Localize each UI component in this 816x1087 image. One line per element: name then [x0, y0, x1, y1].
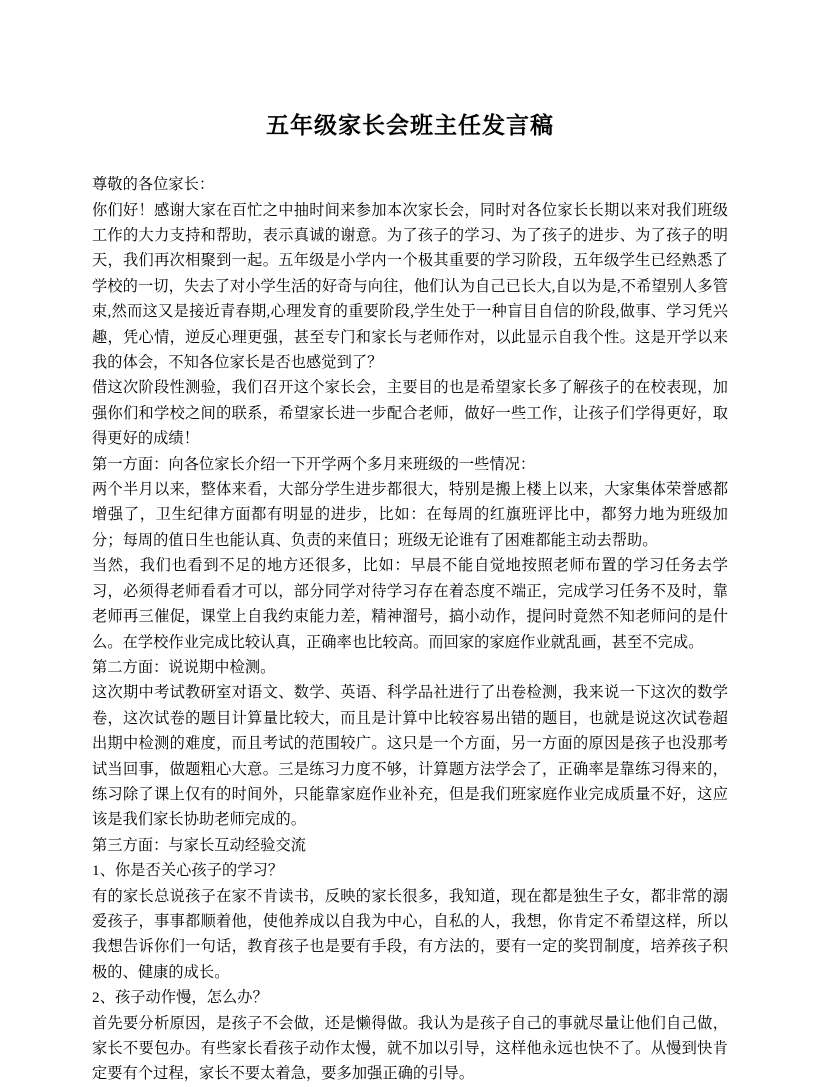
paragraph: 这次期中考试教研室对语文、数学、英语、科学品社进行了出卷检测，我来说一下这次的数学卷，这次试卷的题目计算量比较大，而且是计算中比较容易出错的题目，也就是说这次试卷超出期中检测的难度，而且考试的范围较广。这只是一个方面，另一方面的原因是孩子也没那考试当回事，做题粗心大意。三是练习力度不够，计算题方法学会了，正确率是靠练习得来的，练习除了课上仅有的时间外，只能靠家庭作业补充，但是我们班家庭作业完成质量不好，这应该是我们家长协助老师完成的。 — [92, 684, 728, 829]
paragraph: 当然，我们也看到不足的地方还很多，比如：早晨不能自觉地按照老师布置的学习任务去学习，必须得老师看看才可以，部分同学对待学习存在着态度不端正，完成学习任务不及时，靠老师再三催促，课堂上自我约束能力差，精神溜号，搞小动作，提问时竟然不知老师问的是什么。在学校作业完成比较认真，正确率也比较高。而回家的家庭作业就乱画，甚至不完成。 — [92, 557, 728, 651]
paragraph: 2、孩子动作慢，怎么办？ — [92, 989, 268, 1007]
paragraph: 两个半月以来，整体来看，大部分学生进步都很大，特别是搬上楼上以来，大家集体荣誉感都增强了，卫生纪律方面都有明显的进步，比如：在每周的红旗班评比中，都努力地为班级加分；每周的值日生也能认真、负责的来值日；班级无论谁有了困难都能主动去帮助。 — [92, 481, 728, 549]
paragraph: 尊敬的各位家长： — [92, 176, 215, 194]
page-title: 五年级家长会班主任发言稿 — [266, 113, 554, 138]
paragraph: 第二方面：说说期中检测。 — [92, 658, 276, 676]
paragraph: 有的家长总说孩子在家不肯读书，反映的家长很多，我知道，现在都是独生子女，都非常的溺爱孩子，事事都顺着他，使他养成以自我为中心，自私的人，我想，你肯定不希望这样，所以我想告诉你们一句话，教育孩子也是要有手段，有方法的，要有一定的奖罚制度，培养孩子积极的、健康的成长。 — [92, 887, 728, 981]
document-body — [92, 172, 728, 1087]
paragraph: 借这次阶段性测验，我们召开这个家长会，主要目的也是希望家长多了解孩子的在校表现，加强你们和学校之间的联系，希望家长进一步配合老师，做好一些工作，让孩子们学得更好，取得更好的成绩！ — [92, 379, 728, 448]
paragraph: 1、你是否关心孩子的学习？ — [92, 862, 284, 880]
paragraph: 首先要分析原因，是孩子不会做，还是懒得做。我认为是孩子自己的事就尽量让他们自己做，家长不要包办。有些家长看孩子动作太慢，就不加以引导，这样他永远也快不了。从慢到快肯定要有个过程，家长不要太着急，要多加强正确的引导。 — [92, 1014, 728, 1083]
paragraph: 第一方面：向各位家长介绍一下开学两个多月来班级的一些情况： — [92, 455, 536, 473]
paragraph: 你们好！感谢大家在百忙之中抽时间来参加本次家长会，同时对各位家长长期以来对我们班级工作的大力支持和帮助，表示真诚的谢意。为了孩子的学习、为了孩子的进步、为了孩子的明天，我们再次相聚到一起。五年级是小学内一个极其重要的学习阶段，五年级学生已经熟悉了学校的一切，失去了对小学生活的好奇与向往，他们认为自己已长大,自以为是,不希望别人多管束,然而这又是接近青春期,心理发育的重要阶段,学生处于一种盲目自信的阶段,做事、学习凭兴趣，凭心情，逆反心理更强，甚至专门和家长与老师作对，以此显示自我个性。这是开学以来我的体会，不知各位家长是否也感觉到了？ — [92, 201, 728, 372]
paragraph: 第三方面：与家长互动经验交流 — [92, 836, 307, 854]
